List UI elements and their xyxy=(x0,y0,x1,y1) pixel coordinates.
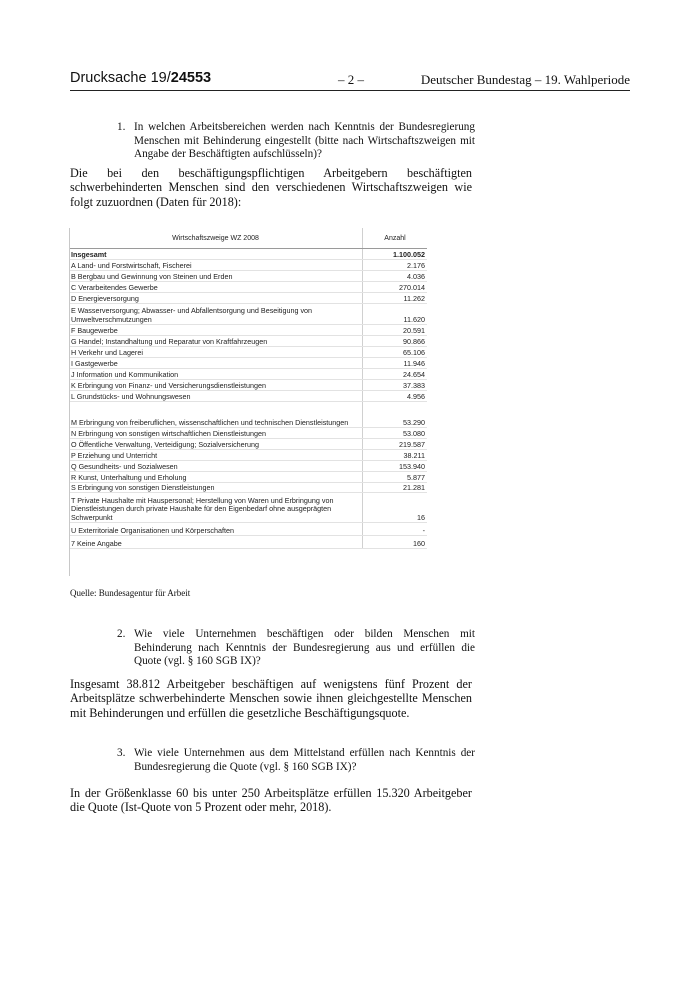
row-value: 5.877 xyxy=(363,472,428,483)
table-row xyxy=(69,347,427,358)
row-label: Insgesamt xyxy=(69,249,363,260)
row-label: L Grundstücks- und Wohnungswesen xyxy=(69,391,363,402)
table-row xyxy=(69,472,427,483)
page-header xyxy=(70,70,630,90)
question-1 xyxy=(117,121,475,162)
doc-label: Drucksache xyxy=(70,70,147,86)
row-value: 270.014 xyxy=(363,282,428,293)
table-row xyxy=(69,483,427,493)
institution: Deutscher Bundestag – 19. Wahlperiode xyxy=(420,72,630,87)
table-row xyxy=(69,461,427,472)
row-value: 1.100.052 xyxy=(363,249,428,260)
table-row xyxy=(69,325,427,336)
sector-table xyxy=(69,228,427,549)
question-number: 1. xyxy=(117,121,126,133)
row-value: 4.036 xyxy=(363,271,428,282)
table-row xyxy=(69,536,427,549)
row-value: 65.106 xyxy=(363,347,428,358)
row-value: 219.587 xyxy=(363,439,428,450)
row-label: C Verarbeitendes Gewerbe xyxy=(69,282,363,293)
row-label: S Erbringung von sonstigen Dienstleistungen xyxy=(69,483,363,493)
row-label: A Land- und Forstwirtschaft, Fischerei xyxy=(69,260,363,271)
row-value: 153.940 xyxy=(363,461,428,472)
table-row xyxy=(69,439,427,450)
question-2 xyxy=(117,628,475,669)
question-text: In welchen Arbeitsbereichen werden nach Kenntnis der Bundesregierung Menschen mit Behinderung eingestellt (bitte nach Wirtschaftszweigen mit Angabe der Beschäftigten aufschlüsseln)? xyxy=(134,121,475,161)
row-label: E Wasserversorgung; Abwasser- und Abfallentsorgung und Beseitigung von Umweltverschmutzungen xyxy=(69,304,363,325)
row-label: B Bergbau und Gewinnung von Steinen und Erden xyxy=(69,271,363,282)
row-label: N Erbringung von sonstigen wirtschaftlichen Dienstleistungen xyxy=(69,428,363,439)
table-header-count: Anzahl xyxy=(363,228,428,249)
row-label: 7 Keine Angabe xyxy=(69,536,363,549)
question-number: 3. xyxy=(117,747,126,759)
table-row xyxy=(69,380,427,391)
row-value: 11.262 xyxy=(363,293,428,304)
doc-number: 24553 xyxy=(170,70,212,86)
row-label: I Gastgewerbe xyxy=(69,358,363,369)
table-row xyxy=(69,282,427,293)
table-row xyxy=(69,493,427,523)
row-label: P Erziehung und Unterricht xyxy=(69,450,363,461)
row-label: Q Gesundheits- und Sozialwesen xyxy=(69,461,363,472)
table-row xyxy=(69,402,427,428)
table-row xyxy=(69,293,427,304)
question-number: 2. xyxy=(117,628,126,640)
question-text: Wie viele Unternehmen aus dem Mittelstand erfüllen nach Kenntnis der Bundesregierung die Quote (vgl. § 160 SGB IX)? xyxy=(134,747,475,773)
row-value: 38.211 xyxy=(363,450,428,461)
row-label: R Kunst, Unterhaltung und Erholung xyxy=(69,472,363,483)
row-value: 2.176 xyxy=(363,260,428,271)
answer-1: Die bei den beschäftigungspflichtigen Arbeitgebern beschäftigten schwerbehinderten Menschen sind den verschiedenen Wirtschaftszweigen wie folgt zuzuordnen (Daten für 2018): xyxy=(70,166,472,209)
table-row xyxy=(69,523,427,536)
row-value: 160 xyxy=(363,536,428,549)
row-label: D Energieversorgung xyxy=(69,293,363,304)
page-number: – 2 – xyxy=(338,72,364,87)
row-value: 90.866 xyxy=(363,336,428,347)
header-divider xyxy=(70,90,630,91)
table-source: Quelle: Bundesagentur für Arbeit xyxy=(70,588,191,598)
row-value: 24.654 xyxy=(363,369,428,380)
row-label: U Exterritoriale Organisationen und Körperschaften xyxy=(69,523,363,536)
row-value: 20.591 xyxy=(363,325,428,336)
table-row xyxy=(69,336,427,347)
row-value: 16 xyxy=(363,493,428,523)
row-value: 11.620 xyxy=(363,304,428,325)
table-row xyxy=(69,260,427,271)
question-3 xyxy=(117,747,475,774)
table-row xyxy=(69,428,427,439)
table-row xyxy=(69,304,427,325)
table-left-border xyxy=(69,228,70,576)
answer-3: In der Größenklasse 60 bis unter 250 Arbeitsplätze erfüllen 15.320 Arbeitgeber die Quote (Ist-Quote von 5 Prozent oder mehr, 2018). xyxy=(70,786,472,815)
row-label: G Handel; Instandhaltung und Reparatur von Kraftfahrzeugen xyxy=(69,336,363,347)
table-row xyxy=(69,450,427,461)
table-row xyxy=(69,369,427,380)
row-value: 11.946 xyxy=(363,358,428,369)
table-header-sector: Wirtschaftszweige WZ 2008 xyxy=(69,228,363,249)
row-label: T Private Haushalte mit Hauspersonal; Herstellung von Waren und Erbringung von Dienstleistungen durch private Haushalte für den Eigenbedarf ohne ausgeprägten Schwerpunkt xyxy=(69,493,363,523)
row-value: 53.290 xyxy=(363,402,428,428)
table-row xyxy=(69,358,427,369)
table-row xyxy=(69,391,427,402)
table-row xyxy=(69,271,427,282)
row-value: 37.383 xyxy=(363,380,428,391)
table-row xyxy=(69,249,427,260)
answer-2: Insgesamt 38.812 Arbeitgeber beschäftigen auf wenigstens fünf Prozent der Arbeitsplätze schwerbehinderte Menschen sowie ihnen gleichgestellte Menschen mit Behinderungen und erfüllen die gesetzliche Beschäftigungsquote. xyxy=(70,677,472,720)
row-label: M Erbringung von freiberuflichen, wissenschaftlichen und technischen Dienstleistungen xyxy=(69,402,363,428)
row-value: - xyxy=(363,523,428,536)
document-number xyxy=(70,70,211,86)
row-label: F Baugewerbe xyxy=(69,325,363,336)
question-text: Wie viele Unternehmen beschäftigen oder bilden Menschen mit Behinderung nach Kenntnis der Bundesregierung aus und erfüllen die Quote (vgl. § 160 SGB IX)? xyxy=(134,628,475,668)
doc-number-prefix: 19/ xyxy=(150,70,171,86)
row-label: O Öffentliche Verwaltung, Verteidigung; Sozialversicherung xyxy=(69,439,363,450)
row-label: H Verkehr und Lagerei xyxy=(69,347,363,358)
row-value: 21.281 xyxy=(363,483,428,493)
row-label: K Erbringung von Finanz- und Versicherungsdienstleistungen xyxy=(69,380,363,391)
row-label: J Information und Kommunikation xyxy=(69,369,363,380)
row-value: 4.956 xyxy=(363,391,428,402)
row-value: 53.080 xyxy=(363,428,428,439)
